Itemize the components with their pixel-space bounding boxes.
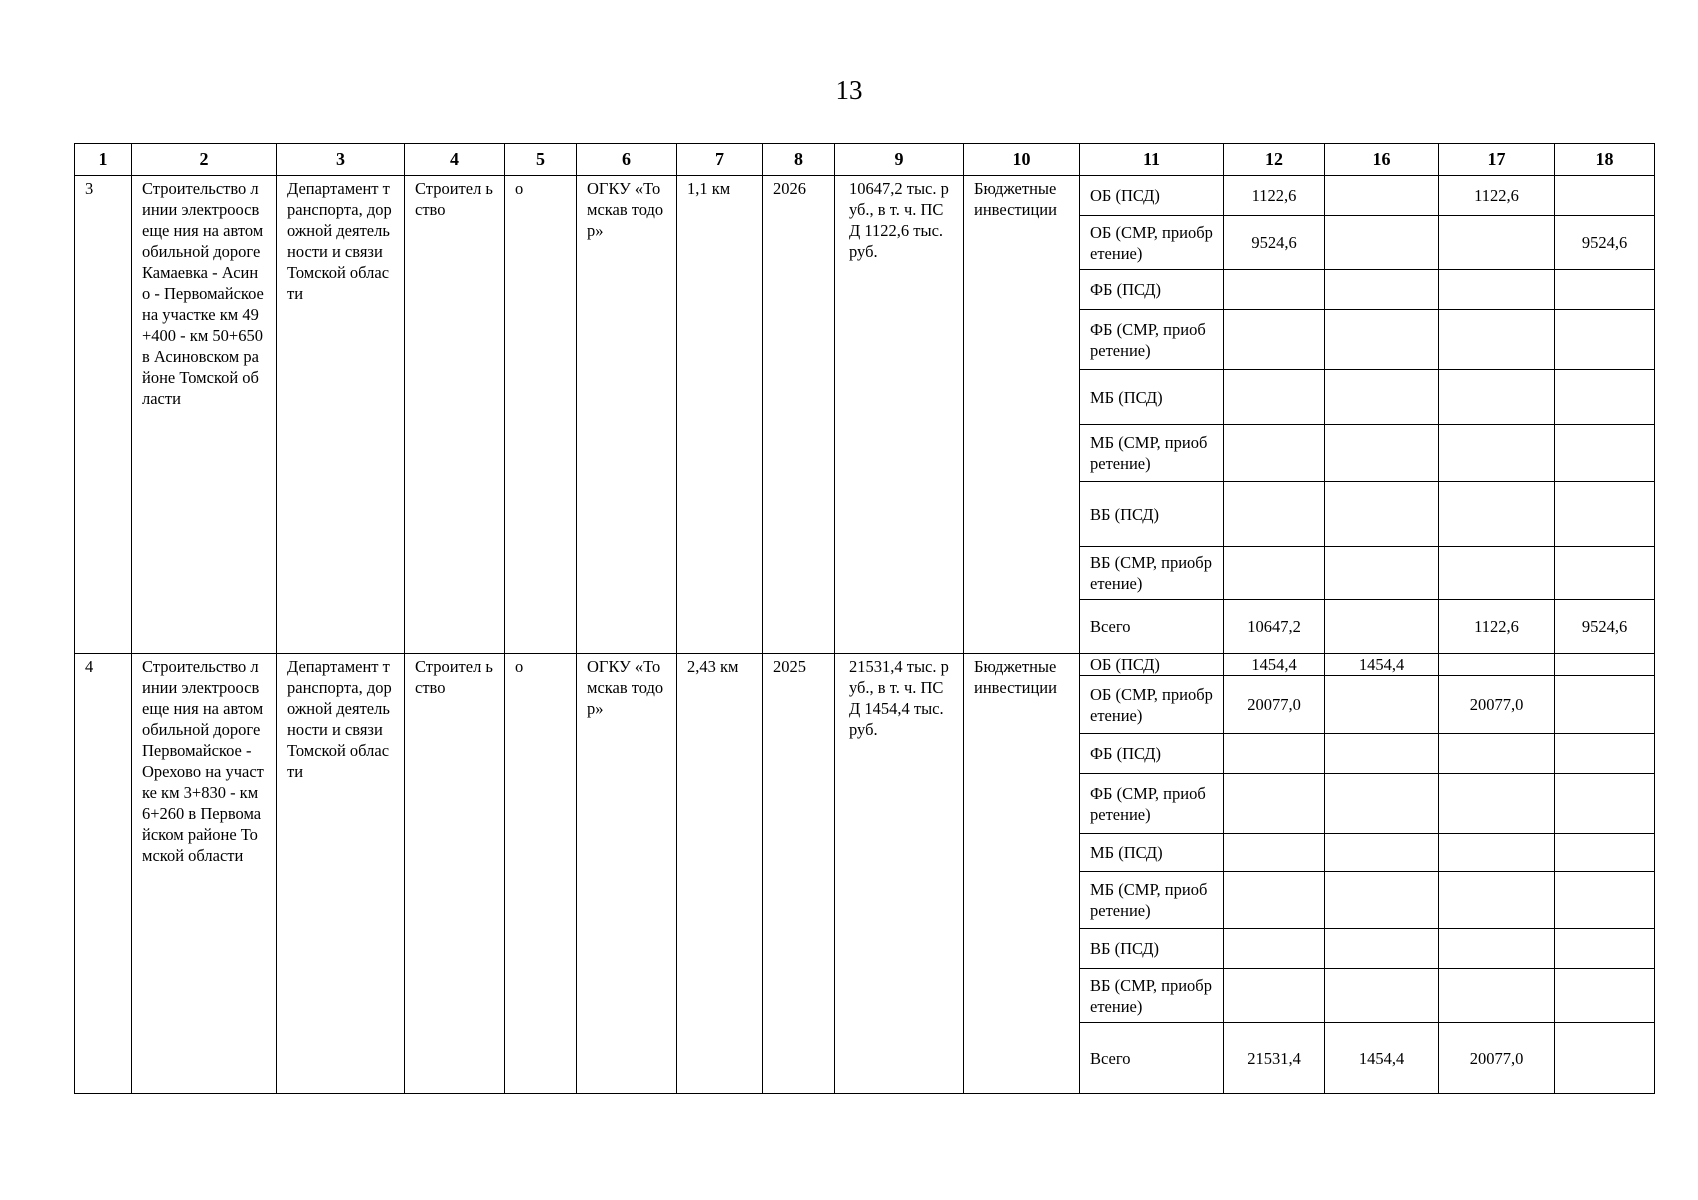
value-col16 [1325, 834, 1439, 872]
value-col12 [1224, 310, 1325, 370]
value-col17 [1439, 370, 1555, 425]
project-number: 3 [75, 176, 132, 654]
value-col17 [1439, 929, 1555, 969]
funding-source: Всего [1080, 600, 1224, 654]
header-cell: 1 [75, 144, 132, 176]
value-col16 [1325, 734, 1439, 774]
project-capacity: 2,43 км [677, 654, 763, 1094]
funding-source: ВБ (СМР, приобретение) [1080, 547, 1224, 600]
header-cell: 6 [577, 144, 677, 176]
value-col12 [1224, 929, 1325, 969]
value-col17: 1122,6 [1439, 176, 1555, 216]
value-col18 [1555, 654, 1655, 676]
value-col16 [1325, 216, 1439, 270]
value-col12 [1224, 734, 1325, 774]
value-col17 [1439, 654, 1555, 676]
value-col12 [1224, 425, 1325, 482]
funding-source: ВБ (ПСД) [1080, 482, 1224, 547]
project-form: Бюджетные инвестиции [964, 654, 1080, 1094]
value-col17 [1439, 834, 1555, 872]
value-col18 [1555, 969, 1655, 1023]
value-col18 [1555, 929, 1655, 969]
value-col17 [1439, 734, 1555, 774]
page-number: 13 [835, 75, 863, 105]
value-col17 [1439, 969, 1555, 1023]
funding-source: МБ (СМР, приобретение) [1080, 872, 1224, 929]
header-cell: 3 [277, 144, 405, 176]
header-cell: 12 [1224, 144, 1325, 176]
value-col12: 10647,2 [1224, 600, 1325, 654]
value-col12 [1224, 547, 1325, 600]
value-col17: 20077,0 [1439, 676, 1555, 734]
funding-source: ФБ (ПСД) [1080, 734, 1224, 774]
value-col17: 1122,6 [1439, 600, 1555, 654]
funding-source: ОБ (СМР, приобретение) [1080, 216, 1224, 270]
header-cell: 8 [763, 144, 835, 176]
project-type: Строител ьство [405, 176, 505, 654]
header-cell: 16 [1325, 144, 1439, 176]
value-col16 [1325, 929, 1439, 969]
funding-source: ВБ (СМР, приобретение) [1080, 969, 1224, 1023]
table-row [75, 654, 1655, 676]
project-number: 4 [75, 654, 132, 1094]
value-col17: 20077,0 [1439, 1023, 1555, 1094]
value-col12: 21531,4 [1224, 1023, 1325, 1094]
header-cell: 5 [505, 144, 577, 176]
value-col18 [1555, 1023, 1655, 1094]
value-col16 [1325, 482, 1439, 547]
value-col18 [1555, 774, 1655, 834]
value-col17 [1439, 774, 1555, 834]
value-col17 [1439, 425, 1555, 482]
value-col18: 9524,6 [1555, 216, 1655, 270]
value-col16 [1325, 969, 1439, 1023]
header-cell: 10 [964, 144, 1080, 176]
value-col18 [1555, 310, 1655, 370]
funding-source: ВБ (ПСД) [1080, 929, 1224, 969]
value-col18 [1555, 872, 1655, 929]
project-name: Строительство линии электроосвеще ния на автомобильной дороге Первомайское - Орехово на участке км 3+830 - км 6+260 в Первомайском районе Томской области [132, 654, 277, 1094]
funding-source: Всего [1080, 1023, 1224, 1094]
value-col18 [1555, 734, 1655, 774]
project-col5: о [505, 176, 577, 654]
funding-source: ФБ (СМР, приобретение) [1080, 310, 1224, 370]
value-col17 [1439, 872, 1555, 929]
project-name: Строительство линии электроосвеще ния на автомобильной дороге Камаевка - Асино - Первомайское на участке км 49+400 - км 50+650 в Асиновском районе Томской области [132, 176, 277, 654]
value-col18 [1555, 676, 1655, 734]
value-col12 [1224, 270, 1325, 310]
project-customer: ОГКУ «Томскав тодор» [577, 176, 677, 654]
funding-source: ФБ (СМР, приобретение) [1080, 774, 1224, 834]
project-cost: 10647,2 тыс. руб., в т. ч. ПСД 1122,6 тыс. руб. [835, 176, 964, 654]
value-col18: 9524,6 [1555, 600, 1655, 654]
value-col16 [1325, 270, 1439, 310]
value-col12 [1224, 774, 1325, 834]
value-col12 [1224, 872, 1325, 929]
value-col17 [1439, 310, 1555, 370]
value-col12 [1224, 969, 1325, 1023]
header-row [75, 144, 1655, 176]
project-department: Департамент транспорта, дорожной деятельности и связи Томской области [277, 176, 405, 654]
project-year: 2025 [763, 654, 835, 1094]
value-col18 [1555, 176, 1655, 216]
project-type: Строител ьство [405, 654, 505, 1094]
value-col16 [1325, 872, 1439, 929]
value-col12: 1122,6 [1224, 176, 1325, 216]
value-col12 [1224, 482, 1325, 547]
value-col16: 1454,4 [1325, 654, 1439, 676]
project-department: Департамент транспорта, дорожной деятельности и связи Томской области [277, 654, 405, 1094]
value-col18 [1555, 482, 1655, 547]
value-col16 [1325, 547, 1439, 600]
value-col16 [1325, 310, 1439, 370]
header-cell: 2 [132, 144, 277, 176]
funding-source: МБ (СМР, приобретение) [1080, 425, 1224, 482]
funding-source: МБ (ПСД) [1080, 370, 1224, 425]
value-col18 [1555, 834, 1655, 872]
header-cell: 17 [1439, 144, 1555, 176]
value-col16 [1325, 176, 1439, 216]
value-col17 [1439, 270, 1555, 310]
value-col16 [1325, 774, 1439, 834]
project-year: 2026 [763, 176, 835, 654]
value-col18 [1555, 270, 1655, 310]
funding-source: МБ (ПСД) [1080, 834, 1224, 872]
value-col17 [1439, 216, 1555, 270]
value-col12: 1454,4 [1224, 654, 1325, 676]
header-cell: 18 [1555, 144, 1655, 176]
funding-source: ОБ (ПСД) [1080, 176, 1224, 216]
value-col17 [1439, 482, 1555, 547]
value-col18 [1555, 370, 1655, 425]
project-cost: 21531,4 тыс. руб., в т. ч. ПСД 1454,4 тыс. руб. [835, 654, 964, 1094]
funding-source: ОБ (СМР, приобретение) [1080, 676, 1224, 734]
header-cell: 9 [835, 144, 964, 176]
project-form: Бюджетные инвестиции [964, 176, 1080, 654]
value-col12: 20077,0 [1224, 676, 1325, 734]
value-col16 [1325, 676, 1439, 734]
value-col16 [1325, 425, 1439, 482]
funding-source: ОБ (ПСД) [1080, 654, 1224, 676]
investment-table [74, 143, 1655, 1094]
header-cell: 7 [677, 144, 763, 176]
project-capacity: 1,1 км [677, 176, 763, 654]
value-col16 [1325, 370, 1439, 425]
value-col18 [1555, 425, 1655, 482]
value-col16: 1454,4 [1325, 1023, 1439, 1094]
value-col17 [1439, 547, 1555, 600]
header-cell: 11 [1080, 144, 1224, 176]
project-col5: о [505, 654, 577, 1094]
value-col18 [1555, 547, 1655, 600]
value-col12 [1224, 834, 1325, 872]
header-cell: 4 [405, 144, 505, 176]
table-row [75, 176, 1655, 216]
project-customer: ОГКУ «Томскав тодор» [577, 654, 677, 1094]
value-col12 [1224, 370, 1325, 425]
value-col16 [1325, 600, 1439, 654]
value-col12: 9524,6 [1224, 216, 1325, 270]
funding-source: ФБ (ПСД) [1080, 270, 1224, 310]
